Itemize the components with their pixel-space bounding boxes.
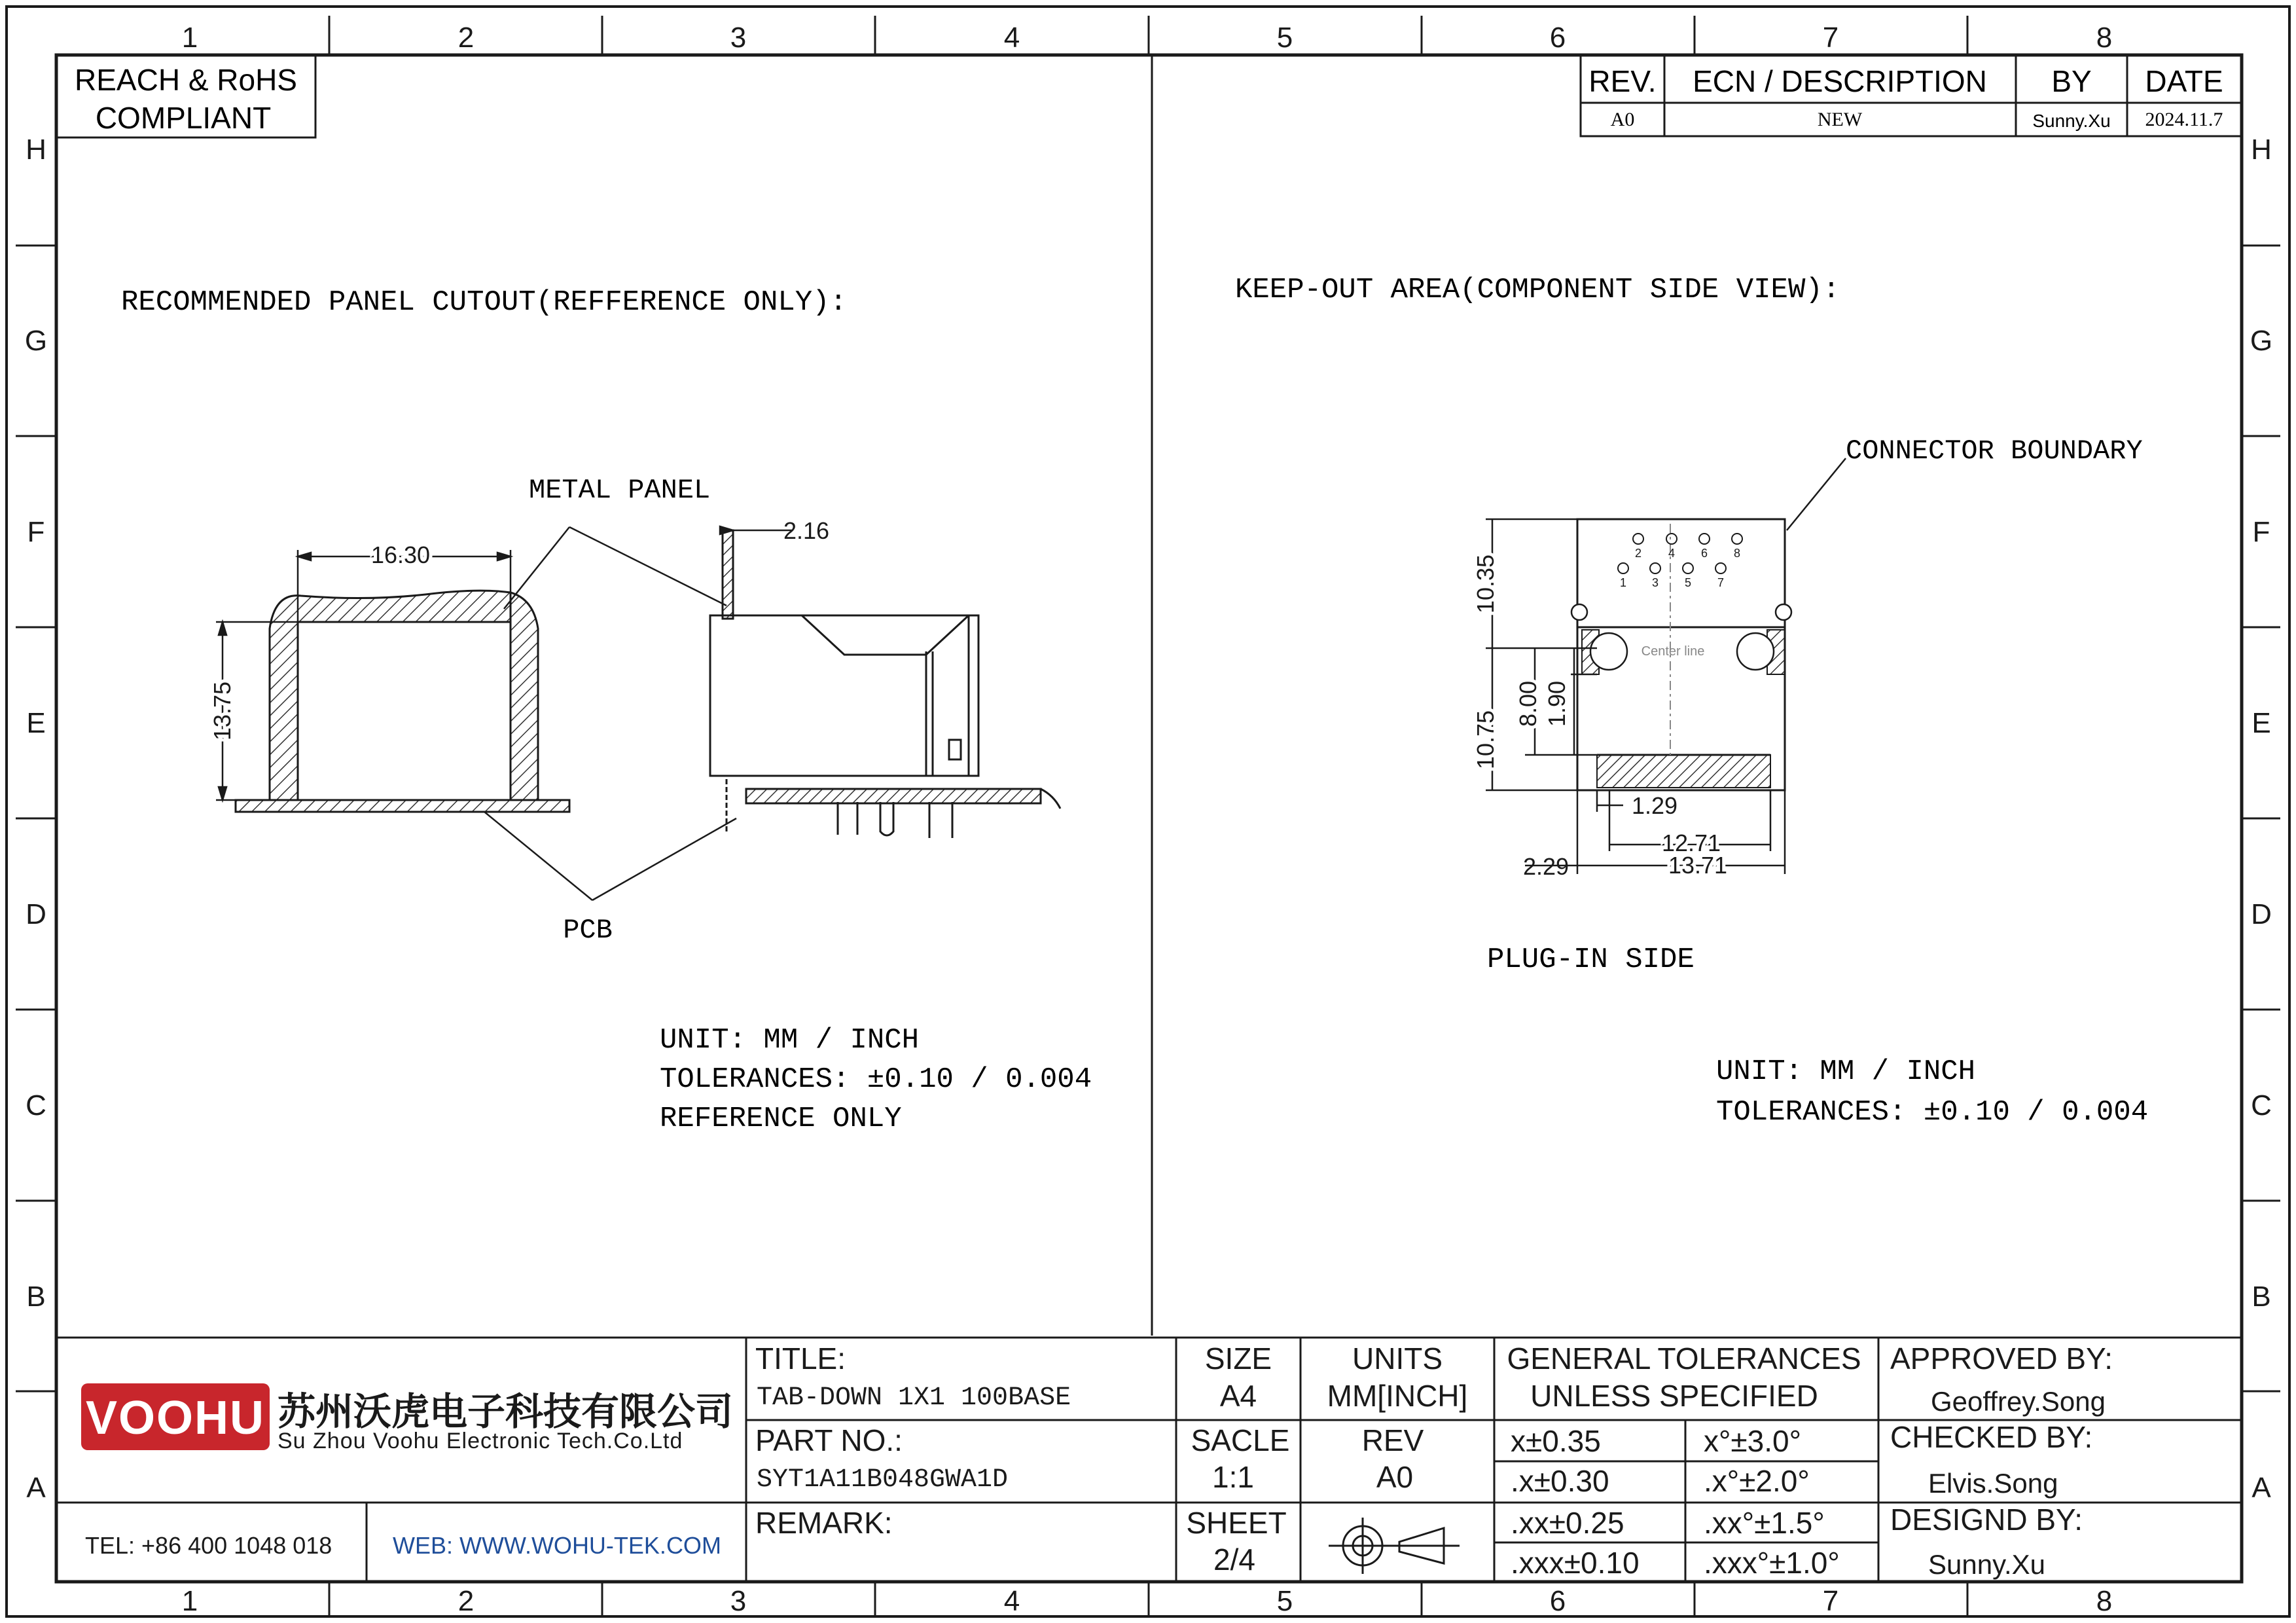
col-label-bottom: 2 xyxy=(457,1585,475,1617)
pin-number: 6 xyxy=(1700,547,1708,560)
panel-cutout-section xyxy=(270,591,511,800)
dim-2-29-label: 2.29 xyxy=(1522,853,1570,880)
row-label-left: C xyxy=(26,1089,46,1122)
compliance-line1: REACH & RoHS xyxy=(75,63,297,97)
company-name-en: Su Zhou Voohu Electronic Tech.Co.Ltd xyxy=(278,1429,683,1453)
pin-number: 4 xyxy=(1668,547,1676,560)
col-label-top: 2 xyxy=(457,22,475,54)
col-label-top: 7 xyxy=(1822,22,1839,54)
pin-number: 2 xyxy=(1634,547,1642,560)
tolerance-angular: .xx°±1.5° xyxy=(1704,1506,1825,1540)
company-name-cn: 苏州沃虎电子科技有限公司 xyxy=(278,1391,734,1433)
keep-out-bottom xyxy=(1597,755,1770,788)
tolerance-angular: .x°±2.0° xyxy=(1704,1464,1810,1498)
tolerance-angular: x°±3.0° xyxy=(1704,1424,1801,1458)
dim-13-75-label: 13.75 xyxy=(209,681,236,741)
dim-1-90-label: 1.90 xyxy=(1543,680,1570,727)
dim-13-71-label: 13.71 xyxy=(1668,852,1728,879)
col-label-bottom: 6 xyxy=(1549,1585,1566,1617)
pin-number: 8 xyxy=(1733,547,1741,560)
row-label-right: E xyxy=(2251,707,2271,739)
title-value: TAB-DOWN 1X1 100BASE xyxy=(757,1383,1071,1413)
scale-label: SACLE xyxy=(1191,1423,1290,1457)
date-header: DATE xyxy=(2145,64,2223,98)
company-tel: TEL: +86 400 1048 018 xyxy=(85,1532,332,1559)
right-heading: KEEP-OUT AREA(COMPONENT SIDE VIEW): xyxy=(1235,274,1840,306)
size-value: A4 xyxy=(1219,1379,1257,1413)
row-ticks xyxy=(16,246,2280,1391)
row-label-left: B xyxy=(26,1281,46,1313)
row-label-right: F xyxy=(2252,516,2270,548)
rev-value: A0 xyxy=(1610,109,1635,130)
company-web[interactable]: WEB: WWW.WOHU-TEK.COM xyxy=(393,1532,721,1559)
row-label-left: D xyxy=(26,898,46,930)
date-value: 2024.11.7 xyxy=(2145,109,2223,130)
ecn-header: ECN / DESCRIPTION xyxy=(1693,64,1987,98)
left-reference-note: REFERENCE ONLY xyxy=(660,1103,902,1135)
left-unit-note: UNIT: MM / INCH xyxy=(660,1024,920,1057)
connector-boundary-label: CONNECTOR BOUNDARY xyxy=(1846,435,2143,467)
zone-labels xyxy=(25,22,2272,1617)
metal-panel-leaders xyxy=(504,527,726,609)
checked-value: Elvis.Song xyxy=(1928,1468,2058,1499)
col-label-top: 1 xyxy=(181,22,198,54)
part-no-label: PART NO.: xyxy=(755,1423,903,1457)
approved-label: APPROVED BY: xyxy=(1890,1341,2113,1376)
col-label-bottom: 7 xyxy=(1822,1585,1839,1617)
units-value: MM[INCH] xyxy=(1327,1379,1468,1413)
by-header: BY xyxy=(2051,64,2092,98)
compliance-box xyxy=(56,55,315,137)
projection-symbol-icon xyxy=(1329,1518,1460,1574)
scale-value: 1:1 xyxy=(1212,1460,1254,1494)
row-label-right: A xyxy=(2251,1472,2271,1504)
center-line-label: Center line xyxy=(1641,644,1705,659)
col-label-top: 3 xyxy=(730,22,747,54)
rev-label: REV xyxy=(1361,1423,1424,1457)
row-label-left: G xyxy=(24,325,48,357)
left-view xyxy=(121,286,1092,1135)
pin-numbers xyxy=(1620,547,1740,589)
col-label-bottom: 5 xyxy=(1276,1585,1293,1617)
right-view xyxy=(1235,274,2148,1129)
title-label: TITLE: xyxy=(755,1341,846,1376)
dim-12-71-label: 12.71 xyxy=(1661,830,1721,856)
approved-value: Geoffrey.Song xyxy=(1931,1386,2106,1417)
right-tolerance-note: TOLERANCES: ±0.10 / 0.004 xyxy=(1716,1096,2149,1129)
revision-table xyxy=(1581,55,2242,136)
row-label-left: F xyxy=(27,516,45,548)
logo-text: VOOHU xyxy=(85,1392,266,1444)
col-label-top: 6 xyxy=(1549,22,1566,54)
pin-number: 5 xyxy=(1684,576,1692,589)
tolerance-linear: .xxx±0.10 xyxy=(1511,1546,1640,1580)
compliance-line2: COMPLIANT xyxy=(95,101,272,135)
vertical-dim-labels xyxy=(1472,555,1570,769)
by-value: Sunny.Xu xyxy=(2032,111,2111,131)
dim-10-35-label: 10.35 xyxy=(1472,554,1499,614)
col-label-top: 8 xyxy=(2096,22,2113,54)
col-label-bottom: 1 xyxy=(181,1585,198,1617)
pcb-label: PCB xyxy=(563,915,613,946)
dim-10-75-label: 10.75 xyxy=(1472,710,1499,770)
general-tolerances-line2: UNLESS SPECIFIED xyxy=(1530,1379,1818,1413)
sheet-value: 2/4 xyxy=(1213,1542,1255,1577)
row-label-right: C xyxy=(2251,1089,2272,1122)
pin-number: 3 xyxy=(1651,576,1659,589)
panel-right-edge xyxy=(511,593,538,800)
company-logo xyxy=(81,1383,270,1450)
dim-1-29-label: 1.29 xyxy=(1631,792,1678,819)
pcb-strip-left xyxy=(236,800,569,812)
general-tolerances-line1: GENERAL TOLERANCES xyxy=(1507,1341,1861,1376)
column-ticks xyxy=(329,16,1967,1616)
rev-header: REV. xyxy=(1588,64,1657,98)
col-label-bottom: 4 xyxy=(1003,1585,1020,1617)
connector-boundary-leader xyxy=(1787,458,1846,530)
tolerance-linear: .x±0.30 xyxy=(1511,1464,1609,1498)
col-label-top: 5 xyxy=(1276,22,1293,54)
dim-16-30-label: 16.30 xyxy=(370,541,431,568)
col-label-top: 4 xyxy=(1003,22,1020,54)
row-label-left: E xyxy=(26,707,46,739)
pin-number: 7 xyxy=(1717,576,1725,589)
tolerance-linear: x±0.35 xyxy=(1511,1424,1601,1458)
units-label: UNITS xyxy=(1352,1341,1443,1376)
vertical-dims xyxy=(1486,519,1597,790)
mounting-holes xyxy=(1571,604,1791,670)
sheet-label: SHEET xyxy=(1186,1506,1287,1540)
panel-thickness-hatch xyxy=(723,530,733,619)
side-view-connector xyxy=(710,530,1060,838)
remark-label: REMARK: xyxy=(755,1506,893,1540)
title-block-text xyxy=(755,1341,2113,1580)
tolerance-angular: .xxx°±1.0° xyxy=(1704,1546,1840,1580)
left-tolerance-note: TOLERANCES: ±0.10 / 0.004 xyxy=(660,1063,1092,1096)
row-label-right: B xyxy=(2251,1281,2271,1313)
checked-label: CHECKED BY: xyxy=(1890,1420,2093,1454)
tolerance-linear: .xx±0.25 xyxy=(1511,1506,1624,1540)
pin-number: 1 xyxy=(1619,576,1627,589)
designed-value: Sunny.Xu xyxy=(1928,1549,2046,1580)
col-label-bottom: 8 xyxy=(2096,1585,2113,1617)
designed-label: DESIGND BY: xyxy=(1890,1503,2083,1537)
left-heading: RECOMMENDED PANEL CUTOUT(REFFERENCE ONLY): xyxy=(121,286,847,319)
pcb-leaders xyxy=(484,812,736,900)
row-label-left: A xyxy=(26,1472,46,1504)
row-label-right: H xyxy=(2251,134,2272,166)
col-label-bottom: 3 xyxy=(730,1585,747,1617)
part-no-value: SYT1A11B048GWA1D xyxy=(757,1465,1009,1495)
size-label: SIZE xyxy=(1204,1341,1272,1376)
ecn-value: NEW xyxy=(1817,109,1863,130)
right-unit-note: UNIT: MM / INCH xyxy=(1716,1055,1976,1088)
row-label-right: D xyxy=(2251,898,2272,930)
rev-block-value: A0 xyxy=(1376,1460,1414,1494)
row-label-left: H xyxy=(26,134,46,166)
plug-in-side-label: PLUG-IN SIDE xyxy=(1487,943,1695,976)
metal-panel-label: METAL PANEL xyxy=(529,475,711,506)
row-label-right: G xyxy=(2250,325,2273,357)
dim-2-16-label: 2.16 xyxy=(783,517,830,544)
dim-8-00-label: 8.00 xyxy=(1515,680,1541,727)
